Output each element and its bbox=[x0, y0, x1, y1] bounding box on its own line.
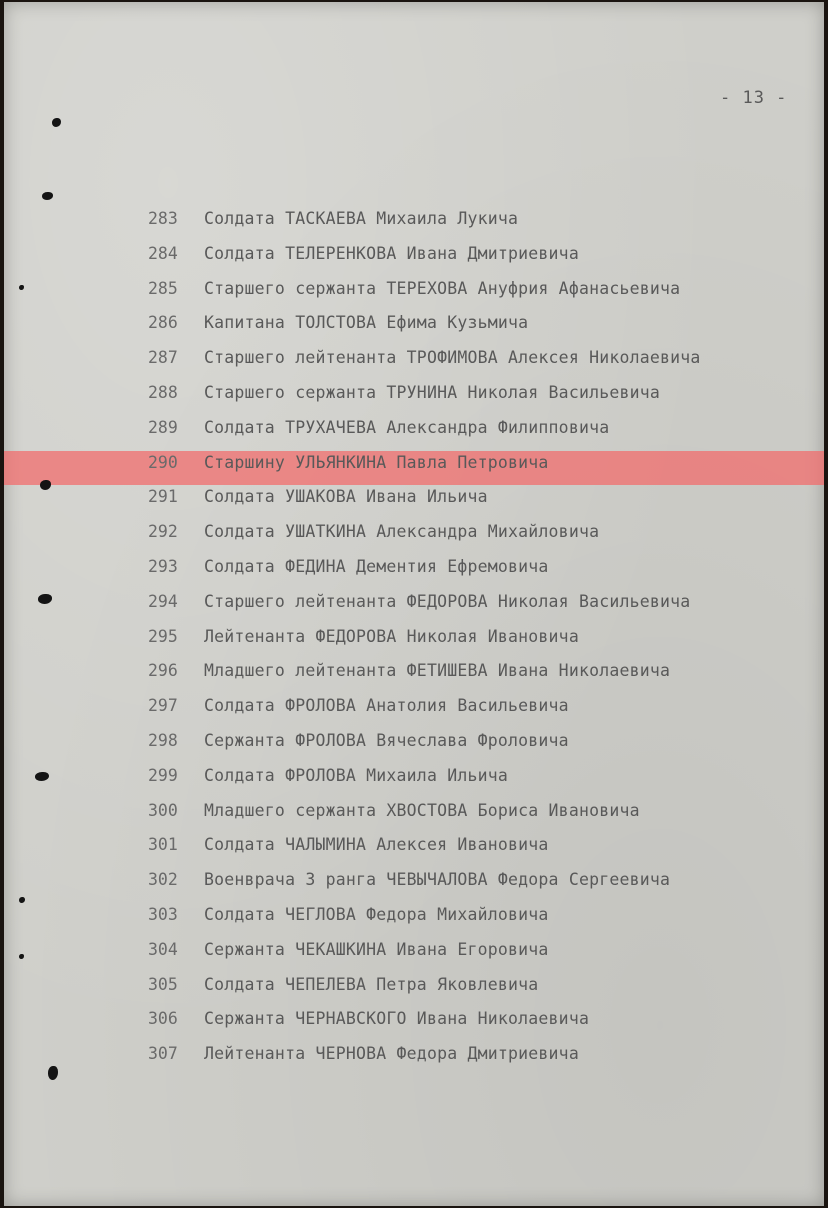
entry-number: 296 bbox=[148, 661, 178, 681]
entry-number: 302 bbox=[148, 870, 178, 890]
list-item bbox=[148, 728, 569, 754]
entry-text: Солдата ФРОЛОВА Михаила Ильича bbox=[204, 765, 509, 785]
entry-number: 298 bbox=[148, 731, 178, 750]
entry-text: Сержанта ФРОЛОВА Вячеслава Фроловича bbox=[204, 731, 569, 750]
entry-text: Лейтенанта ЧЕРНОВА Федора Дмитриевича bbox=[204, 1044, 579, 1064]
entry-number: 293 bbox=[148, 557, 178, 576]
entry-number: 292 bbox=[148, 522, 178, 542]
list-item bbox=[148, 276, 680, 302]
list-item bbox=[148, 763, 508, 789]
entry-number: 289 bbox=[148, 417, 178, 437]
entry-number: 283 bbox=[148, 209, 178, 228]
list-item bbox=[148, 624, 579, 650]
entry-text: Капитана ТОЛСТОВА Ефима Кузьмича bbox=[204, 313, 529, 333]
list-item bbox=[148, 241, 579, 267]
entry-text: Сержанта ЧЕРНАВСКОГО Ивана Николаевича bbox=[204, 1009, 590, 1029]
entry-text: Старшего сержанта ТРУНИНА Николая Васильевича bbox=[204, 383, 661, 402]
list-item bbox=[148, 902, 549, 928]
entry-number: 303 bbox=[148, 905, 178, 924]
entry-number: 291 bbox=[148, 487, 178, 507]
entry-text: Солдата ТЕЛЕРЕНКОВА Ивана Дмитриевича bbox=[204, 243, 579, 263]
entry-number: 290 bbox=[148, 452, 178, 472]
entry-number: 304 bbox=[148, 939, 178, 959]
entry-number: 307 bbox=[148, 1044, 178, 1064]
entry-number: 297 bbox=[148, 696, 178, 716]
list-item bbox=[148, 554, 549, 580]
entry-number: 287 bbox=[148, 348, 178, 368]
list-item bbox=[148, 798, 640, 824]
entry-number: 288 bbox=[148, 383, 178, 402]
list-item bbox=[148, 937, 549, 963]
entry-text: Солдата ФРОЛОВА Анатолия Васильевича bbox=[204, 696, 569, 716]
list-item bbox=[148, 519, 599, 545]
entry-text: Солдата УШАКОВА Ивана Ильича bbox=[204, 487, 488, 507]
entry-number: 300 bbox=[148, 800, 178, 820]
entry-number: 284 bbox=[148, 243, 178, 263]
entry-number: 306 bbox=[148, 1009, 178, 1029]
list-item bbox=[148, 1041, 579, 1067]
list-item bbox=[148, 589, 690, 615]
entry-text: Старшего сержанта ТЕРЕХОВА Ануфрия Афанасьевича bbox=[204, 278, 681, 298]
list-item bbox=[148, 380, 660, 406]
entry-list bbox=[4, 2, 824, 1206]
entry-text: Военврача 3 ранга ЧЕВЫЧАЛОВА Федора Сергеевича bbox=[204, 870, 671, 890]
entry-number: 285 bbox=[148, 278, 178, 298]
document-page bbox=[4, 2, 824, 1206]
list-item bbox=[148, 310, 528, 336]
entry-text: Старшего лейтенанта ТРОФИМОВА Алексея Николаевича bbox=[204, 348, 701, 368]
list-item bbox=[148, 658, 670, 684]
entry-text: Младшего сержанта ХВОСТОВА Бориса Ивановича bbox=[204, 800, 640, 820]
entry-text: Солдата ЧЕПЕЛЕВА Петра Яковлевича bbox=[204, 974, 539, 994]
entry-text: Солдата ТАСКАЕВА Михаила Лукича bbox=[204, 209, 519, 228]
entry-number: 294 bbox=[148, 591, 178, 611]
entry-text: Лейтенанта ФЕДОРОВА Николая Ивановича bbox=[204, 626, 579, 646]
entry-number: 305 bbox=[148, 974, 178, 994]
entry-number: 295 bbox=[148, 626, 178, 646]
entry-text: Солдата ФЕДИНА Дементия Ефремовича bbox=[204, 557, 549, 576]
list-item bbox=[148, 1006, 589, 1032]
list-item bbox=[148, 867, 670, 893]
list-item bbox=[148, 206, 518, 232]
entry-number: 299 bbox=[148, 765, 178, 785]
list-item bbox=[148, 972, 538, 998]
entry-text: Солдата УШАТКИНА Александра Михайловича bbox=[204, 522, 600, 542]
list-item bbox=[148, 484, 488, 510]
entry-text: Солдата ЧАЛЫМИНА Алексея Ивановича bbox=[204, 835, 549, 855]
entry-text: Солдата ЧЕГЛОВА Федора Михайловича bbox=[204, 905, 549, 924]
list-item bbox=[148, 832, 549, 858]
entry-number: 301 bbox=[148, 835, 178, 855]
list-item bbox=[148, 693, 569, 719]
entry-text: Старшину УЛЬЯНКИНА Павла Петровича bbox=[204, 452, 549, 472]
entry-text: Солдата ТРУХАЧЕВА Александра Филипповича bbox=[204, 417, 610, 437]
list-item bbox=[148, 415, 609, 441]
entry-text: Сержанта ЧЕКАШКИНА Ивана Егоровича bbox=[204, 939, 549, 959]
entry-text: Старшего лейтенанта ФЕДОРОВА Николая Васильевича bbox=[204, 591, 691, 611]
entry-number: 286 bbox=[148, 313, 178, 333]
page-number: - 13 - bbox=[720, 88, 788, 108]
entry-text: Младшего лейтенанта ФЕТИШЕВА Ивана Николаевича bbox=[204, 661, 671, 681]
list-item bbox=[148, 345, 701, 371]
list-item bbox=[148, 450, 549, 476]
